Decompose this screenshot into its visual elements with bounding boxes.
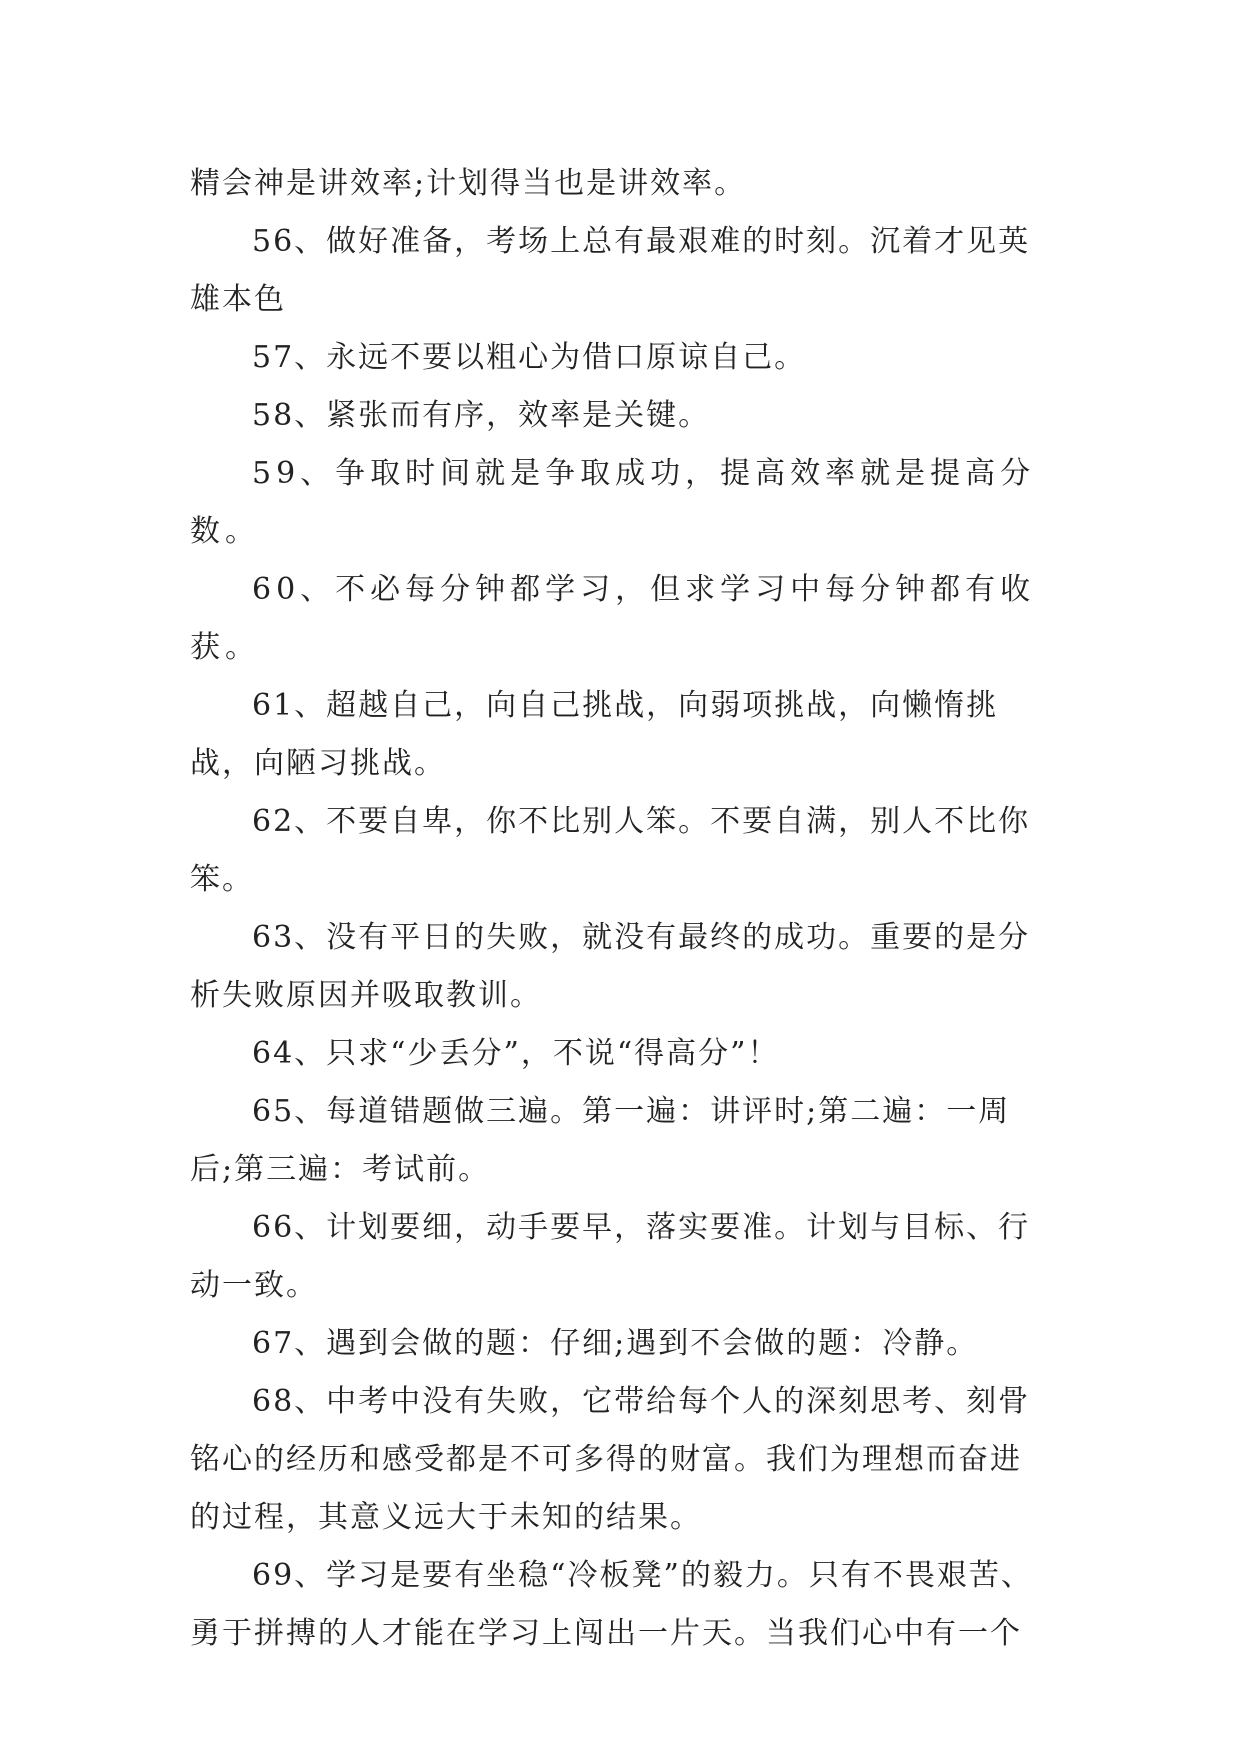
- paragraph-65: 65、每道错题做三遍。第一遍：讲评时;第二遍：一周后;第三遍：考试前。: [190, 1094, 1011, 1187]
- paragraph-61: 61、超越自己，向自己挑战，向弱项挑战，向懒惰挑战，向陋习挑战。: [190, 688, 999, 781]
- paragraph-62: 62、不要自卑，你不比别人笨。不要自满，别人不比你笨。: [190, 804, 1031, 897]
- paragraph-63: 63、没有平日的失败，就没有最终的成功。重要的是分析失败原因并吸取教训。: [190, 920, 1031, 1013]
- paragraph-57: 57、永远不要以粗心为借口原谅自己。: [252, 340, 807, 375]
- paragraph-69: 69、学习是要有坐稳“冷板凳”的毅力。只有不畏艰苦、勇于拼搏的人才能在学习上闯出一片天。当我们心中有一个: [190, 1558, 1033, 1651]
- paragraph-58: 58、紧张而有序，效率是关键。: [252, 398, 711, 433]
- paragraph-59: 59、争取时间就是争取成功，提高效率就是提高分数。: [190, 456, 1036, 549]
- document-body: [190, 155, 1050, 1663]
- paragraph-56: 56、做好准备，考场上总有最艰难的时刻。沉着才见英雄本色: [190, 224, 1031, 317]
- paragraph-64: 64、只求“少丢分”，不说“得高分”！: [252, 1036, 780, 1071]
- paragraph-60: 60、不必每分钟都学习，但求学习中每分钟都有收获。: [190, 572, 1036, 665]
- paragraph-68: 68、中考中没有失败，它带给每个人的深刻思考、刻骨铭心的经历和感受都是不可多得的财富。我们为理想而奋进的过程，其意义远大于未知的结果。: [190, 1384, 1031, 1535]
- paragraph-66: 66、计划要细，动手要早，落实要准。计划与目标、行动一致。: [190, 1210, 1031, 1303]
- paragraph-67: 67、遇到会做的题：仔细;遇到不会做的题：冷静。: [252, 1326, 979, 1361]
- paragraph-continuation: 精会神是讲效率;计划得当也是讲效率。: [190, 166, 747, 201]
